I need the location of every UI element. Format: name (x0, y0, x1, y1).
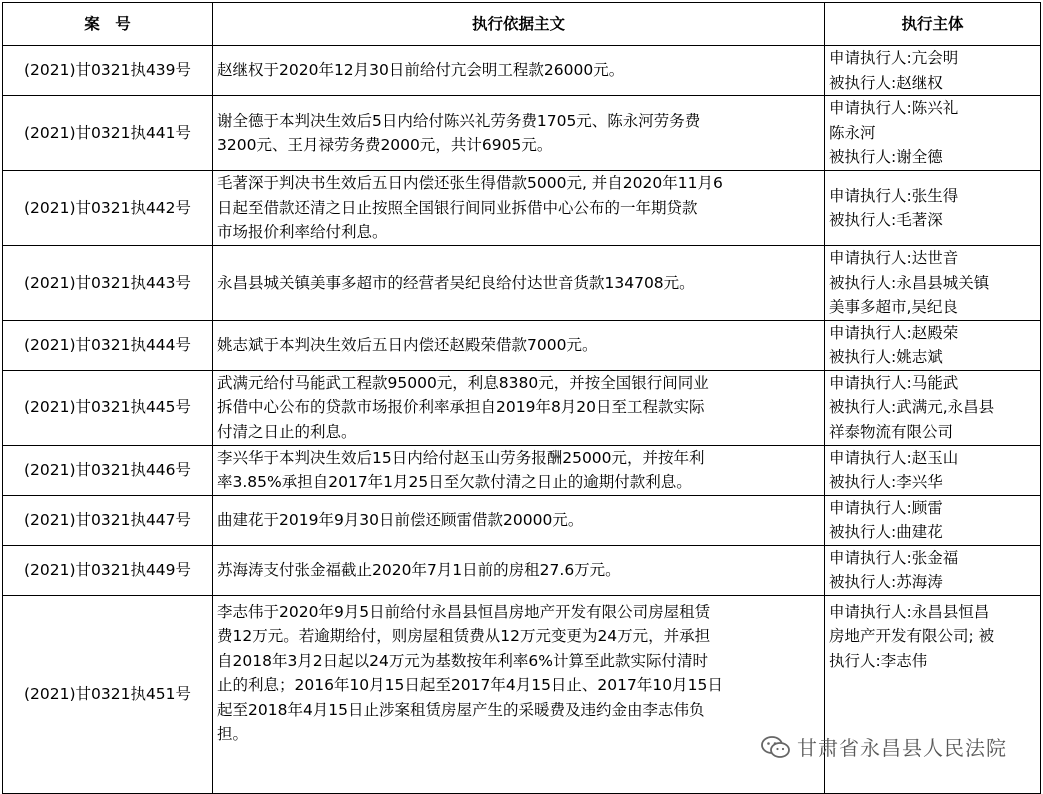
wechat-icon (761, 735, 791, 759)
wechat-watermark (761, 732, 1007, 761)
execution-basis: 姚志斌于本判决生效后五日内偿还赵殿荣借款7000元。 (213, 320, 825, 370)
case-number: (2021)甘0321执441号 (3, 96, 213, 171)
header-row (3, 3, 1041, 46)
header-case-no: 案 号 (3, 3, 213, 46)
execution-subject: 申请执行人:赵玉山 被执行人:李兴华 (825, 445, 1041, 495)
table-row (3, 445, 1041, 495)
execution-basis: 李兴华于本判决生效后15日内给付赵玉山劳务报酬25000元，并按年利 率3.85%承担自2017年1月25日至欠款付清之日止的逾期付款利息。 (213, 445, 825, 495)
execution-subject: 申请执行人:永昌县恒昌 房地产开发有限公司; 被 执行人:李志伟 (825, 595, 1041, 793)
table-row (3, 320, 1041, 370)
table-row (3, 495, 1041, 545)
watermark-text: 甘肃省永昌县人民法院 (797, 736, 1007, 760)
execution-subject: 申请执行人:亢会明 被执行人:赵继权 (825, 46, 1041, 96)
execution-subject: 申请执行人:马能武 被执行人:武满元,永昌县 祥泰物流有限公司 (825, 370, 1041, 445)
execution-basis: 武满元给付马能武工程款95000元，利息8380元，并按全国银行间同业 拆借中心公布的贷款市场报价利率承担自2019年8月20日至工程款实际 付清之日止的利息。 (213, 370, 825, 445)
header-subject: 执行主体 (825, 3, 1041, 46)
case-number: (2021)甘0321执444号 (3, 320, 213, 370)
case-number: (2021)甘0321执449号 (3, 545, 213, 595)
case-number: (2021)甘0321执442号 (3, 171, 213, 246)
table-row (3, 46, 1041, 96)
table-row (3, 246, 1041, 321)
execution-subject: 申请执行人:张金福 被执行人:苏海涛 (825, 545, 1041, 595)
case-number: (2021)甘0321执439号 (3, 46, 213, 96)
execution-table (2, 2, 1041, 794)
execution-basis: 毛著深于判决书生效后五日内偿还张生得借款5000元, 并自2020年11月6 日起至借款还清之日止按照全国银行间同业拆借中心公布的一年期贷款 市场报价利率给付利息。 (213, 171, 825, 246)
case-number: (2021)甘0321执446号 (3, 445, 213, 495)
header-basis: 执行依据主文 (213, 3, 825, 46)
execution-basis: 赵继权于2020年12月30日前给付亢会明工程款26000元。 (213, 46, 825, 96)
execution-subject: 申请执行人:陈兴礼 陈永河 被执行人:谢全德 (825, 96, 1041, 171)
table-row (3, 96, 1041, 171)
case-number: (2021)甘0321执445号 (3, 370, 213, 445)
execution-basis: 李志伟于2020年9月5日前给付永昌县恒昌房地产开发有限公司房屋租赁 费12万元。若逾期给付，则房屋租赁费从12万元变更为24万元，并承担 自2018年3月2日起以24万元为基数按年利率6%计算至此款实际付清时 止的利息；2016年10月15日起至2017年4月15日止、2017年10月15日 起至2018年4月15日止涉案租赁房屋产生的采暖费及违约金由李志伟负 担。 (213, 595, 825, 793)
case-number: (2021)甘0321执447号 (3, 495, 213, 545)
execution-subject: 申请执行人:达世音 被执行人:永昌县城关镇 美事多超市,吴纪良 (825, 246, 1041, 321)
execution-basis: 谢全德于本判决生效后5日内给付陈兴礼劳务费1705元、陈永河劳务费 3200元、王月禄劳务费2000元，共计6905元。 (213, 96, 825, 171)
execution-basis: 永昌县城关镇美事多超市的经营者吴纪良给付达世音货款134708元。 (213, 246, 825, 321)
execution-basis: 曲建花于2019年9月30日前偿还顾雷借款20000元。 (213, 495, 825, 545)
execution-basis: 苏海涛支付张金福截止2020年7月1日前的房租27.6万元。 (213, 545, 825, 595)
table-row (3, 595, 1041, 793)
execution-subject: 申请执行人:顾雷 被执行人:曲建花 (825, 495, 1041, 545)
table-row (3, 370, 1041, 445)
case-number: (2021)甘0321执443号 (3, 246, 213, 321)
table-row (3, 171, 1041, 246)
table-row (3, 545, 1041, 595)
execution-subject: 申请执行人:赵殿荣 被执行人:姚志斌 (825, 320, 1041, 370)
case-number: (2021)甘0321执451号 (3, 595, 213, 793)
execution-subject: 申请执行人:张生得 被执行人:毛著深 (825, 171, 1041, 246)
